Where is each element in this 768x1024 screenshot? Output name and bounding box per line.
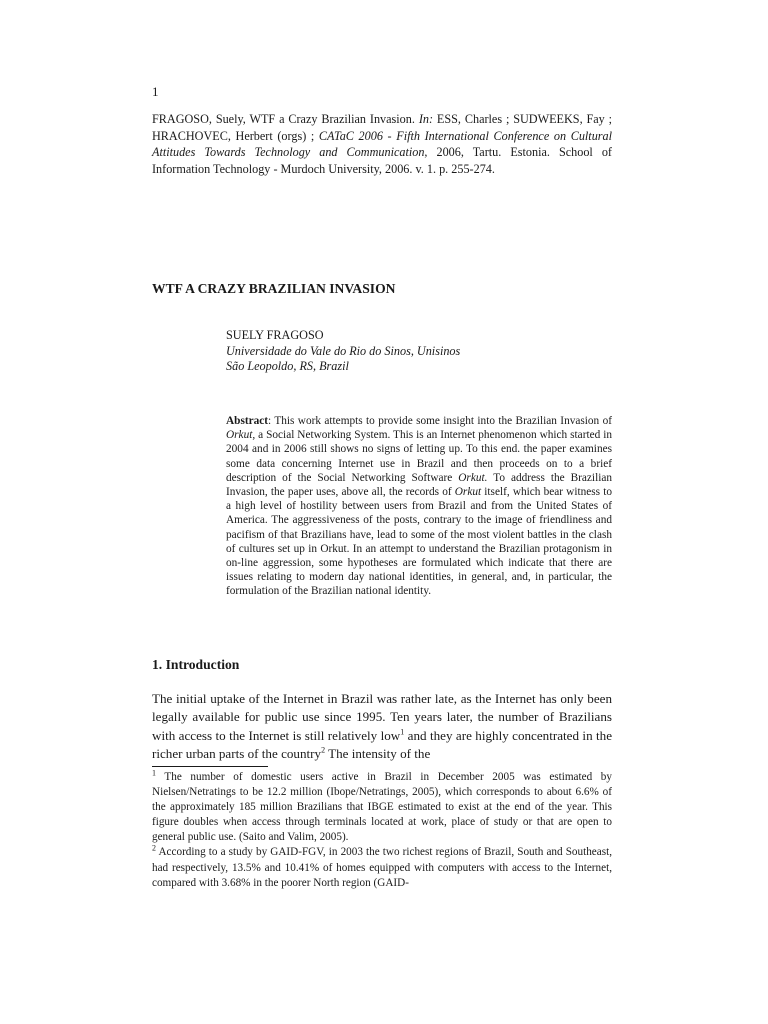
abstract-text-4: itself, which bear witness to a high level of hostility between users from Brazil and from the United States of America. The aggressiveness of the posts, contrary to the image of friendliness and pacifism of that Brazilians have, lead to some of the most violent battles in the clash of cultures set up in Orkut. In an attempt to understand the Brazilian protagonism in on-line aggression, some hypotheses are formulated which indicate that there are issues relating to modern day national identities, in general, and, in particular, the formulation of the Brazilian national identity. (226, 486, 613, 598)
footnote-1 (152, 770, 612, 845)
footnote-marker-2: 2 (152, 843, 156, 853)
abstract-text-1: : This work attempts to provide some insight into the Brazilian Invasion of (268, 415, 612, 427)
citation (152, 111, 612, 177)
section-heading: 1. Introduction (152, 657, 240, 672)
abstract-text-2: a Social Networking System. This is an Internet phenomenon which started in 2004 and in 2006 still shows no signs of letting up. To this end. the paper examines some data concerning Internet use in Brazil and then proceeds on to a brief description of the Social Networking Software (226, 429, 612, 484)
footnote-text-1: The number of domestic users active in Brazil in December 2005 was estimated by Nielsen/Netratings to be 12.2 million (Ibope/Netratings, 2005), which corresponds to about 6.6% of the approximately 185 million Brazilians that IBGE estimated to exist at the end of the year. This figure doubles when access through terminals located at work, place of study or that are open to general public use. (Saito and Valim, 2005). (152, 771, 612, 844)
footnote-separator (152, 766, 268, 767)
citation-proceedings: CATaC 2006 - Fifth International Conference on Cultural Attitudes Towards Technology and Communication (152, 128, 613, 159)
abstract (226, 414, 612, 599)
abstract-orkut-3: Orkut (454, 486, 482, 499)
page-number: 1 (152, 84, 159, 99)
footnote-2 (152, 845, 612, 890)
abstract-text-3: To address the Brazilian Invasion, the paper uses, above all, the records of (226, 471, 613, 499)
author-name: SUELY FRAGOSO (226, 328, 324, 342)
intro-text-1: The initial uptake of the Internet in Brazil was rather late, as the Internet has only been legally available for public use since 1995. Ten years later, the number of Brazilians with access to the Internet is still relatively low (152, 691, 612, 743)
abstract-orkut-2: Orkut. (458, 471, 488, 484)
citation-part3: , 2006, Tartu. Estonia. School of Information Technology - Murdoch University, 2006. v. 1. p. 255-274. (152, 145, 612, 176)
footnote-text-2: According to a study by GAID-FGV, in 2003 the two richest regions of Brazil, South and Southeast, had respectively, 13.5% and 10.41% of homes equipped with computers with access to the Internet, compared with 3.68% in the poorer North region (GAID- (152, 846, 612, 889)
citation-in-label: In: (418, 112, 434, 126)
intro-paragraph (152, 690, 612, 763)
footnote-ref-2: 2 (321, 745, 326, 755)
paper-title: WTF A CRAZY BRAZILIAN INVASION (152, 281, 396, 296)
intro-text-2: and they are highly concentrated in the richer urban parts of the country (152, 727, 613, 761)
author-block (226, 328, 460, 375)
footnotes (152, 770, 612, 891)
footnote-marker-1: 1 (152, 768, 156, 778)
author-affiliation: Universidade do Vale do Rio do Sinos, Unisinos (226, 343, 461, 358)
author-location: São Leopoldo, RS, Brazil (226, 359, 349, 373)
citation-part2: ESS, Charles ; SUDWEEKS, Fay ; HRACHOVEC, Herbert (orgs) ; (152, 112, 613, 143)
footnote-ref-1: 1 (400, 727, 405, 737)
abstract-orkut-1: Orkut, (226, 429, 256, 442)
citation-part1: FRAGOSO, Suely, WTF a Crazy Brazilian Invasion. (152, 112, 415, 126)
intro-text-3: The intensity of the (325, 745, 431, 761)
abstract-label: Abstract (226, 415, 269, 427)
